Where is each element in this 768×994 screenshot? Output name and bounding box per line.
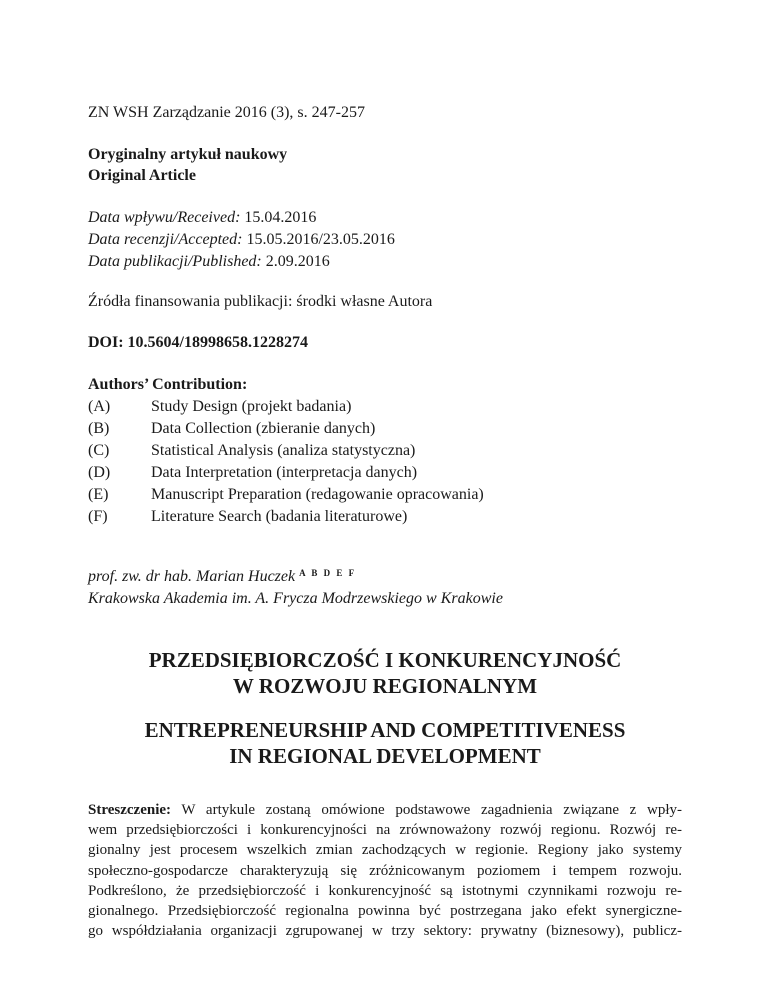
contribution-heading: Authors’ Contribution: (88, 376, 248, 393)
contribution-row (88, 440, 484, 462)
abstract-line (88, 800, 682, 820)
title-en-line1: ENTREPRENEURSHIP AND COMPETITIVENESS (144, 718, 626, 742)
date-received (88, 207, 395, 229)
contribution-code: (C) (88, 442, 110, 459)
date-label: Data recenzji/Accepted: (88, 231, 243, 248)
article-type-en: Original Article (88, 167, 196, 184)
contribution-row (88, 396, 484, 418)
contribution-text: Statistical Analysis (analiza statystyczna) (151, 442, 416, 459)
author-contribution-letters: A B D E F (299, 568, 357, 578)
contribution-code: (E) (88, 486, 109, 503)
doi: DOI: 10.5604/18998658.1228274 (88, 334, 308, 351)
author-name (88, 562, 503, 588)
contribution-row (88, 484, 484, 506)
title-english (88, 717, 682, 769)
abstract-text: W artykule zostaną omówione podstawowe zagadnienia związane z wpły- (171, 802, 682, 818)
date-value: 2.09.2016 (261, 253, 330, 270)
dates-block (88, 207, 395, 273)
funding-source: Źródła finansowania publikacji: środki własne Autora (88, 293, 433, 310)
title-polish (88, 647, 682, 699)
abstract-line: gionalny jest procesem wszelkich zmian zachodzących w regionie. Regiony jako systemy (88, 842, 682, 859)
abstract-label: Streszczenie: (88, 802, 172, 818)
authors-contribution (88, 374, 484, 528)
author-block (88, 562, 503, 610)
contribution-row (88, 506, 484, 528)
contribution-text: Study Design (projekt badania) (151, 398, 352, 415)
contribution-code: (D) (88, 464, 111, 481)
contribution-text: Data Collection (zbieranie danych) (151, 420, 376, 437)
abstract-line: gionalnego. Przedsiębiorczość regionalna powinna być postrzegana jako efekt synergiczne- (88, 903, 682, 920)
date-value: 15.04.2016 (240, 209, 317, 226)
contribution-row (88, 462, 484, 484)
author-affiliation: Krakowska Akademia im. A. Frycza Modrzewskiego w Krakowie (88, 590, 503, 607)
title-pl-line2: W ROZWOJU REGIONALNYM (232, 674, 538, 698)
abstract-line: społeczno-gospodarcze charakteryzują się zróżnicowanym poziomem i tempem rozwoju. (88, 862, 682, 879)
title-pl-line1: PRZEDSIĘBIORCZOŚĆ I KONKURENCYJNOŚĆ (148, 648, 622, 672)
author-name-text: prof. zw. dr hab. Marian Huczek (88, 568, 296, 585)
abstract (88, 800, 682, 941)
date-value: 15.05.2016/23.05.2016 (242, 231, 395, 248)
date-label: Data publikacji/Published: (88, 253, 262, 270)
contribution-code: (B) (88, 420, 110, 437)
title-en-line2: IN REGIONAL DEVELOPMENT (229, 744, 541, 768)
abstract-line: wem przedsiębiorczości i konkurencyjności na zrównoważony rozwój regionu. Rozwój re- (88, 822, 682, 839)
contribution-text: Manuscript Preparation (redagowanie opracowania) (151, 486, 484, 503)
contribution-text: Literature Search (badania literaturowe) (151, 508, 408, 525)
journal-reference: ZN WSH Zarządzanie 2016 (3), s. 247-257 (88, 104, 365, 121)
contribution-row (88, 418, 484, 440)
contribution-code: (F) (88, 508, 108, 525)
date-published (88, 251, 395, 273)
date-accepted (88, 229, 395, 251)
contribution-text: Data Interpretation (interpretacja danych) (151, 464, 418, 481)
contribution-code: (A) (88, 398, 111, 415)
date-label: Data wpływu/Received: (88, 209, 241, 226)
article-type-pl: Oryginalny artykuł naukowy (88, 146, 288, 163)
abstract-line: Podkreślono, że przedsiębiorczość i konkurencyjność są istotnymi czynnikami rozwoju re- (88, 882, 682, 899)
abstract-line: go współdziałania organizacji zgrupowanej w trzy sektory: prywatny (biznesowy), publicz- (88, 923, 682, 940)
